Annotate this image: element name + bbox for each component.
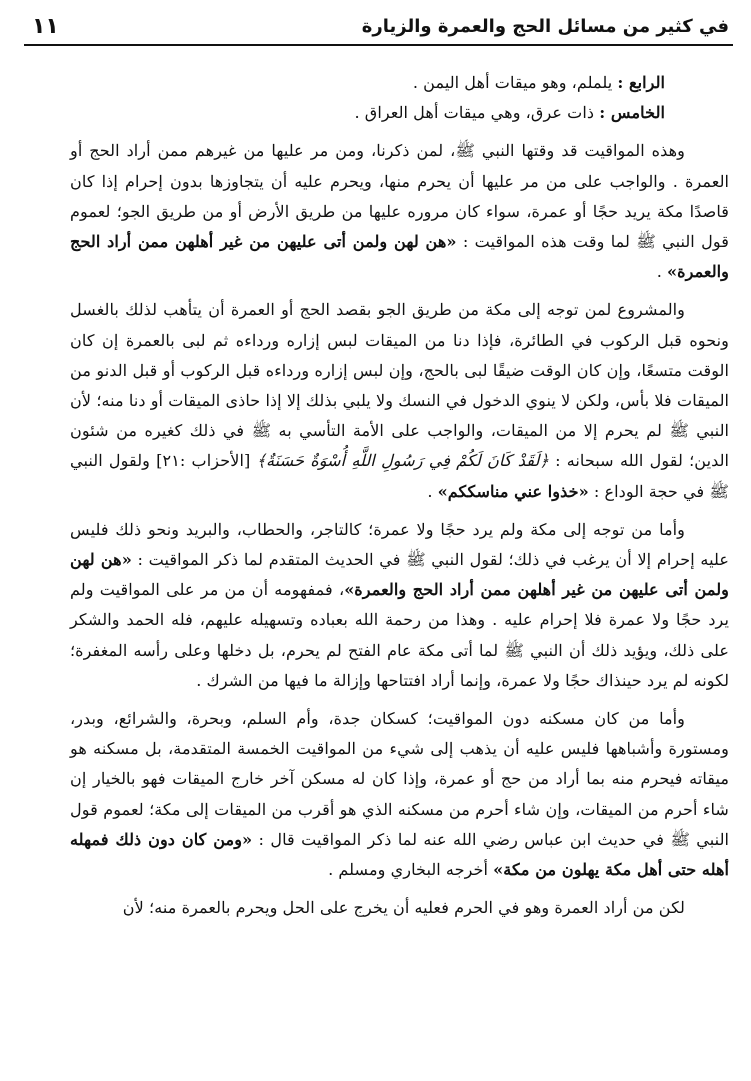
hadith-quote: «خذوا عني مناسككم»	[437, 481, 589, 501]
hadith-quote: «ومن كان دون ذلك فمهله أهله حتى أهل مكة يهلون من مكة»	[70, 829, 729, 880]
text-run: والمشروع لمن توجه إلى مكة من طريق الجو بقصد الحج أو العمرة أن يتأهب لذلك بالغسل ونحوه قبل الركوب في الطائرة، فإذا دنا من الميقات لبس إزاره ورداءه ثم لبى بالعمرة إن كان الوقت متسعًا، وإن كان الوقت ضيقًا لبى بالحج، وإن لبس إزاره ورداءه قبل الركوب أو قبل الدنو من الميقات فلا بأس، ولكن لا ينوي الدخول في النسك ولا يلبي بذلك إلا إذا حاذى الميقات أو دنا منه؛ لأن النبي ﷺ لم يحرم إلا من الميقات، والواجب على الأمة التأسي به ﷺ في ذلك كغيره من شئون الدين؛ لقول الله سبحانه :	[70, 300, 729, 471]
paragraph	[70, 295, 729, 506]
item-text: يلملم، وهو ميقات أهل اليمن .	[412, 73, 618, 92]
text-run: وأما من كان مسكنه دون المواقيت؛ كسكان جدة، وأم السلم، وبحرة، والشرائع، وبدر، ومستورة وأشباهها فليس عليه أن يذهب إلى شيء من المواقيت الخمسة المتقدمة، بل مسكنه هو ميقاته فيحرم منه بما أراد من حج أو عمرة، وإذا كان له مسكن آخر خارج الميقات فهو بالخيار إن شاء أحرم من الميقات، وإن شاء أحرم من مسكنه الذي هو أقرب من الميقات إلى مكة؛ لعموم قول النبي ﷺ في حديث ابن عباس رضي الله عنه لما ذكر المواقيت قال :	[70, 709, 729, 849]
paragraph	[70, 136, 729, 287]
text-run: وأما من توجه إلى مكة ولم يرد حجًا ولا عمرة؛ كالتاجر، والحطاب، والبريد ونحو ذلك فليس عليه إحرام إلا أن يرغب في ذلك؛ لقول النبي ﷺ في الحديث المتقدم لما ذكر المواقيت :	[70, 519, 730, 570]
list-item	[70, 98, 729, 128]
item-label: الرابع :	[617, 73, 665, 92]
paragraph	[70, 515, 729, 696]
quran-verse: ﴿لَقَدْ كَانَ لَكُمْ فِي رَسُولِ اللَّهِ أُسْوَةٌ حَسَنَةٌ﴾	[256, 451, 549, 471]
paragraph	[70, 893, 729, 923]
item-text: ذات عرق، وهي ميقات أهل العراق .	[354, 103, 600, 123]
header-rule	[24, 44, 733, 46]
text-run: وهذه المواقيت قد وقتها النبي ﷺ، لمن ذكرنا، ومن مر عليها من غيرهم ممن أراد الحج أو العمرة . والواجب على من مر عليها أن يحرم منها، ويحرم عليه أن يتجاوزها بدون إحرام إذا كان قاصدًا مكة يريد حجًا أو عمرة، سواء كان مروره عليها من طريق الأرض أو من طريق الجو؛ لعموم قول النبي ﷺ لما وقت هذه المواقيت :	[70, 141, 729, 252]
item-label: الخامس :	[599, 103, 665, 123]
text-run: أخرجه البخاري ومسلم .	[328, 860, 494, 880]
page-body	[70, 68, 729, 923]
text-run: [الأحزاب :٢١] ولقول النبي ﷺ في حجة الوداع :	[70, 451, 729, 501]
page-number: ١١	[32, 14, 59, 39]
page-header	[32, 0, 729, 40]
list-item	[70, 68, 729, 98]
running-title: في كثير من مسائل الحج والعمرة والزيارة	[361, 16, 729, 37]
text-run: .	[656, 262, 668, 282]
hadith-quote: «هن لهن ولمن أتى عليهن من غير أهلهن ممن أراد الحج والعمرة»	[70, 550, 729, 600]
text-run: .	[427, 481, 438, 501]
text-run: ، فمفهومه أن من مر على المواقيت ولم يرد حجًا ولا عمرة فلا إحرام عليه . وهذا من رحمة الله بعباده وتسهيله عليهم، فله الحمد والشكر على ذلك، ويؤيد ذلك أن النبي ﷺ لما أتى مكة عام الفتح لم يحرم، بل دخلها وعلى رأسه المغفرة؛ لكونه لم يرد حينذاك حجًا ولا عمرة، وإنما أراد افتتاحها وإزالة ما فيها من الشرك .	[70, 580, 729, 690]
text-run: لكن من أراد العمرة وهو في الحرم فعليه أن يخرج على الحل ويحرم بالعمرة منه؛ لأن	[122, 898, 685, 918]
hadith-quote: «هن لهن ولمن أتى عليهن من غير أهلهن ممن أراد الحج والعمرة»	[70, 232, 729, 282]
paragraph	[70, 704, 729, 885]
